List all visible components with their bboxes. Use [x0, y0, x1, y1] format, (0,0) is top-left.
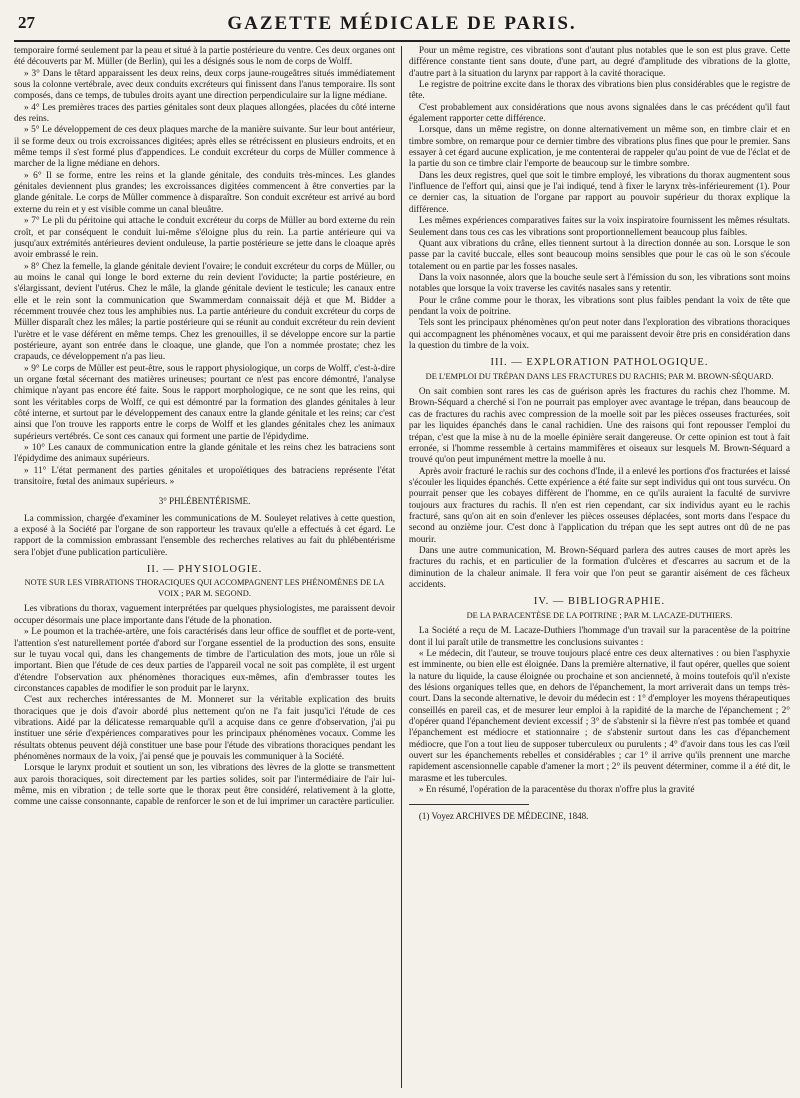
page-number: 27	[18, 13, 35, 32]
section-heading-exploration: III. — EXPLORATION PATHOLOGIQUE.	[490, 357, 709, 369]
paragraph: Dans les deux registres, quel que soit le timbre employé, les vibrations du thorax augmentent sous l'influence de l'effort qui, ainsi que je l'ai indiqué, tend à fixer le larynx très-inférieurement (1). Pour ce dernier cas, la situation de l'organe par rapport au pouvoir supérieur du thorax explique la différence.	[408, 170, 791, 215]
footnote: (1) Voyez ARCHIVES DE MÉDECINE, 1848.	[418, 811, 589, 822]
section-heading-bibliographie: IV. — BIBLIOGRAPHIE.	[533, 596, 666, 608]
paragraph: Tels sont les principaux phénomènes qu'on peut noter dans l'exploration des vibrations thoraciques qui accompagnent les phénomènes vocaux, et qui me paraissent devoir être pris en considération dans la question du timbre de la voix.	[408, 318, 791, 351]
paragraph: Dans une autre communication, M. Brown-Séquard parlera des autres causes de mort après les fractures du rachis, et en particulier de la formation d'ulcères et d'escarres au sacrum et de la diminution de la chaleur animale. Il fera voir que l'on peut se garantir aisément de ces fâcheux accidents.	[408, 545, 791, 590]
paragraph: » 10° Les canaux de communication entre la glande génitale et les reins chez les batraciens sont l'épidydime des animaux supérieurs.	[14, 443, 396, 465]
paragraph: Quant aux vibrations du crâne, elles tiennent surtout à la direction donnée au son. Lorsque le son passe par la cavité buccale, elles sont beaucoup moins sensibles que pour le cas où le son s'écoule totalement ou en partie par les fosses nasales.	[408, 238, 791, 272]
paragraph: C'est probablement aux considérations que nous avons signalées dans le cas précédent qu'il faut également rapporter cette différence.	[408, 102, 791, 125]
section-heading-phlebenterisme: 3° PHLÉBENTÉRISME.	[158, 496, 251, 507]
left-column	[14, 46, 395, 1098]
paragraph: » Le poumon et la trachée-artère, une fois caractérisés dans leur office de soufflet et de porte-vent, l'attention s'est naturellement portée d'abord sur l'organe essentiel de la production des sons, ensuite sur le tuyau vocal qui, dans les changements de timbre de l'articulation des mots, joue un rôle si important. Bien que l'étude de ces deux parties de l'appareil vocal ne soit pas complète, il est urgent d'étendre l'observation aux phénomènes thoraciques eux-mêmes, afin d'embrasser toutes les circonstances capables de modifier le son produit par le larynx.	[14, 627, 396, 694]
footnote-rule	[409, 804, 529, 805]
paragraph: » 7° Le pli du péritoine qui attache le conduit excréteur du corps de Müller au bord externe du rein croît, et par conséquent le conduit lui-même s'éloigne plus du rein. La partie antérieure qui va jusqu'aux extrémités antérieures devient onduleuse, la partie postérieure se jette dans le cloaque après avoir embrassé le rein.	[14, 216, 396, 261]
paragraph: La commission, chargée d'examiner les communications de M. Souleyet relatives à cette question, a exposé à la Société par l'organe de son rapporteur les travaux qu'elle a effectués à cet égard. Le rapport de la commission embrassant l'ensemble des recherches relatives au fait du phlébentérisme sera l'objet d'une publication particulière.	[14, 513, 396, 558]
paragraph: La Société a reçu de M. Lacaze-Duthiers l'hommage d'un travail sur la paracentèse de la poitrine dont il lui paraît utile de transmettre les conclusions suivantes :	[408, 626, 791, 648]
paragraph: Pour le crâne comme pour le thorax, les vibrations sont plus faibles pendant la voix de tête que pendant la voix de poitrine.	[408, 295, 791, 317]
paragraph: » 9° Le corps de Müller est peut-être, sous le rapport physiologique, un corps de Wolff, c'est-à-dire un organe fœtal sécernant des matières urineuses; pourtant ce n'est pas encore démontré, l'analyse chimique n'ayant pas encore été faite. Sous le rapport morphologique, ce ne sont que les reins, qui sont les véritables corps de Wolff, ce qui est démontré par la formation des glandes génitales à leur côté interne, et surtout par le développement des canaux entre la glande génitale et les reins; car c'est ainsi que l'on trouve les rapports entre le corps de Wolff et les glandes génitales chez les animaux supérieurs vertébrés. Ce sont ces canaux qui forment une partie de l'épidydime.	[14, 363, 396, 442]
text-columns	[14, 46, 790, 1098]
paragraph: On sait combien sont rares les cas de guérison après les fractures du rachis chez l'homme. M. Brown-Séquard a cherché si l'on ne pourrait pas employer avec avantage le trépan, dans beaucoup de cas de fractures du rachis avec compression de la moelle soit par les pièces osseuses fracturées, soit par les liquides épanchés dans le canal rachidien. Une des raisons qui font repousser l'emploi du trépan, c'est que la mise à nu de la moelle épinière serait dangereuse. Or cette opinion est tout à fait erronée, si l'homme ressemble à certains mammifères et oiseaux sur lesquels M. Brown-Séquard a trouvé qu'on peut impunément mettre la moelle à nu.	[408, 387, 791, 466]
paragraph: » 11° L'état permanent des parties génitales et uropoïétiques des batraciens représente l'état transitoire, fœtal des animaux supérieurs. »	[14, 465, 396, 488]
masthead	[14, 0, 790, 42]
paragraph: » 4° Les premières traces des parties génitales sont deux plaques allongées, placées du côté interne des reins.	[14, 102, 396, 125]
paragraph: Les mêmes expériences comparatives faites sur la voix inspiratoire fournissent les mêmes résultats. Seulement dans tous ces cas les vibrations sont proportionnellement beaucoup plus faibles.	[408, 216, 791, 238]
page-title: GAZETTE MÉDICALE DE PARIS.	[227, 13, 577, 34]
paragraph: » En résumé, l'opération de la paracentèse du thorax n'offre plus la gravité	[418, 784, 695, 795]
right-column	[409, 46, 790, 1098]
paragraph: « Le médecin, dit l'auteur, se trouve toujours placé entre ces deux alternatives : ou bien l'asphyxie est imminente, ou bien elle est éloignée. Dans la première alternative, il faut opérer, quelles que soient la nature du liquide, la cause éloignée ou prochaine et son ancienneté, à moins toutefois qu'il n'existe des lésions organiques telles que, en dehors de l'épanchement, la mort arriverait dans un temps très-court. Dans la seconde alternative, le devoir du médecin est : 1° d'employer les moyens thérapeutiques conseillés en pareil cas, et de mesurer leur emploi à la rapidité de la marche de l'épanchement ; 2° d'opérer quand l'épanchement devient excessif ; 3° de s'abstenir si la fièvre n'est pas tombée et quand l'épanchement est médiocre et stationnaire ; de s'abstenir surtout dans les cas d'épanchement médiocre, que l'on a tout lieu de supposer tuberculeux ou purulents ; 4° d'avoir dans tous les cas l'œil ouvert sur les épanchements rebelles et considérables ; car 1° il arrive qu'ils prennent une marche rapidement ascensionnelle capable d'amener la mort ; 2° ils peuvent déterminer, comme il a été dit, le marasme et les tubercules.	[408, 648, 791, 784]
paragraph: Les vibrations du thorax, vaguement interprétées par quelques physiologistes, me paraissent devoir occuper désormais une place importante dans l'étude de la phonation.	[14, 604, 396, 626]
paragraph: » 3° Dans le têtard apparaissent les deux reins, deux corps jaune-rougeâtres situés immédiatement sous la colonne vertébrale, avec deux conduits excréteurs qui finissent dans l'anus temporaire. Ils sont composés, dans ce temps, de tubules droits ayant une direction perpendiculaire sur la ligne médiane.	[14, 68, 396, 102]
paragraph: Pour un même registre, ces vibrations sont d'autant plus notables que le son est plus grave. Cette différence constante tient sans doute, d'une part, au degré d'amplitude des vibrations de la glotte, d'autre part à la situation du larynx par rapport à la cavité thoracique.	[408, 46, 791, 79]
paragraph: C'est aux recherches intéressantes de M. Monneret sur la véritable explication des bruits thoraciques que je dois d'avoir abordé plus nettement qu'on ne l'a fait jusqu'ici l'étude de ces vibrations. Aidé par la délicatesse remarquable qu'il a acquise dans ce genre d'observation, j'ai pu instituer une série d'expériences comparatives pour les principaux phénomènes vocaux. Comme les résultats obtenus peuvent déjà constituer une base pour l'étude des vibrations thoraciques pendant les phénomènes normaux de la voix, j'ai pensé que je pouvais les communiquer à la Société.	[14, 695, 396, 762]
paragraph: Lorsque le larynx produit et soutient un son, les vibrations des lèvres de la glotte se transmettent aux parois thoraciques, soit directement par les parties solides, soit par l'intermédiaire de l'air lui-même, mis en vibration ; de telle sorte que le thorax peut être considéré, relativement à la glotte, comme une caisse consonnante, capable de renforcer le son et de lui imprimer un caractère particulier.	[14, 763, 396, 808]
paragraph: Après avoir fracturé le rachis sur des cochons d'Inde, il a enlevé les portions d'os fracturées et laissé s'écouler les liquides épanchés. Cette expérience a été faite sur sept individus qui ont tous survécu. On pourrait penser que les cobayes diffèrent de l'homme, en ce qu'ils auraient la faculté de survivre toujours aux fractures du rachis. Il n'en est rien cependant, car six individus ayant eu le rachis fracturé, sans qu'on ait en soin d'enlever les pièces osseuses déplacées, sont morts dans l'espace du second au onzième jour. C'est donc à l'application du trépan que les sept autres ont dû de ne pas mourir.	[408, 466, 791, 545]
paragraph: temporaire formé seulement par la peau et situé à la partie postérieure du ventre. Ces deux organes ont été découverts par M. Müller (de Berlin), qui les a désignés sous le nom de corps de Wolff.	[14, 46, 396, 68]
paragraph: Dans la voix nasonnée, alors que la bouche seule sert à l'émission du son, les vibrations sont moins notables que lorsque la voix traverse les cavités nasales sans y retentir.	[408, 272, 791, 295]
article-heading-vibrations: NOTE SUR LES VIBRATIONS THORACIQUES QUI ACCOMPAGNENT LES PHÉNOMÈNES DE LA VOIX ; PAR M. SEGOND.	[24, 578, 385, 598]
paragraph: Lorsque, dans un même registre, on donne alternativement un même son, en timbre clair et en timbre sombre, on remarque pour ce dernier timbre des vibrations plus fines que pour le premier. Sans essayer à cet égard aucune explication, je me contenterai de rappeler qu'au point de vue de l'éclat et de la partie du son ce timbre clair l'emporte de beaucoup sur le timbre sombre.	[408, 125, 791, 170]
paragraph: » 5° Le développement de ces deux plaques marche de la manière suivante. Sur leur bout antérieur, il se forme deux ou trois excroissances digitées; après elles se rétrécissent en plusieurs endroits, et en même temps il s'est formé plus d'appendices. Le conduit excréteur du corps de Müller commence à marcher de la ligne médiane en dehors.	[14, 125, 396, 170]
article-heading-paracentese: DE LA PARACENTÈSE DE LA POITRINE ; PAR M. LACAZE-DUTHIERS.	[466, 610, 733, 620]
article-heading-trepan: DE L'EMPLOI DU TRÉPAN DANS LES FRACTURES DU RACHIS; PAR M. BROWN-SÉQUARD.	[425, 371, 774, 381]
paragraph: Le registre de poitrine excite dans le thorax des vibrations bien plus considérables que le registre de tête.	[408, 80, 791, 102]
paragraph: » 8° Chez la femelle, la glande génitale devient l'ovaire; le conduit excréteur du corps de Müller, ou au moins le canal qui longe le bord externe du rein devient l'oviducte; la partie postérieure, en s'élargissant, devient l'utérus. Chez le mâle, la glande génitale devient le testicule; les canaux entre elle et le rein sont la communication que Swammerdam connaissait déjà et que M. Bidder a récemment trouvée chez tous les amphibies nus. La partie antérieure du conduit excréteur du corps de Müller disparaît chez les mâles; la partie postérieure qui se réunit au conduit excréteur du rein devient l'urètre et le vase déférent en même temps. Chez les grenouilles, il se développe encore sur la partie postérieure, ayant son entrée dans le cloaque, une glande, que l'on a nommée prostate; chez les crapauds, ce développement n'a pas lieu.	[14, 261, 396, 363]
paragraph: » 6° Il se forme, entre les reins et la glande génitale, des conduits très-minces. Les glandes génitales deviennent plus grandes; les excroissances digitées commencent à être converties par la glande génitale. Le corps de Müller commence à disparaître. Son conduit excréteur est arrivé au bord externe du rein et y est visible comme un canal bleuâtre.	[14, 170, 396, 215]
section-heading-physiologie: II. — PHYSIOLOGIE.	[146, 564, 263, 576]
column-rule	[395, 46, 409, 1098]
